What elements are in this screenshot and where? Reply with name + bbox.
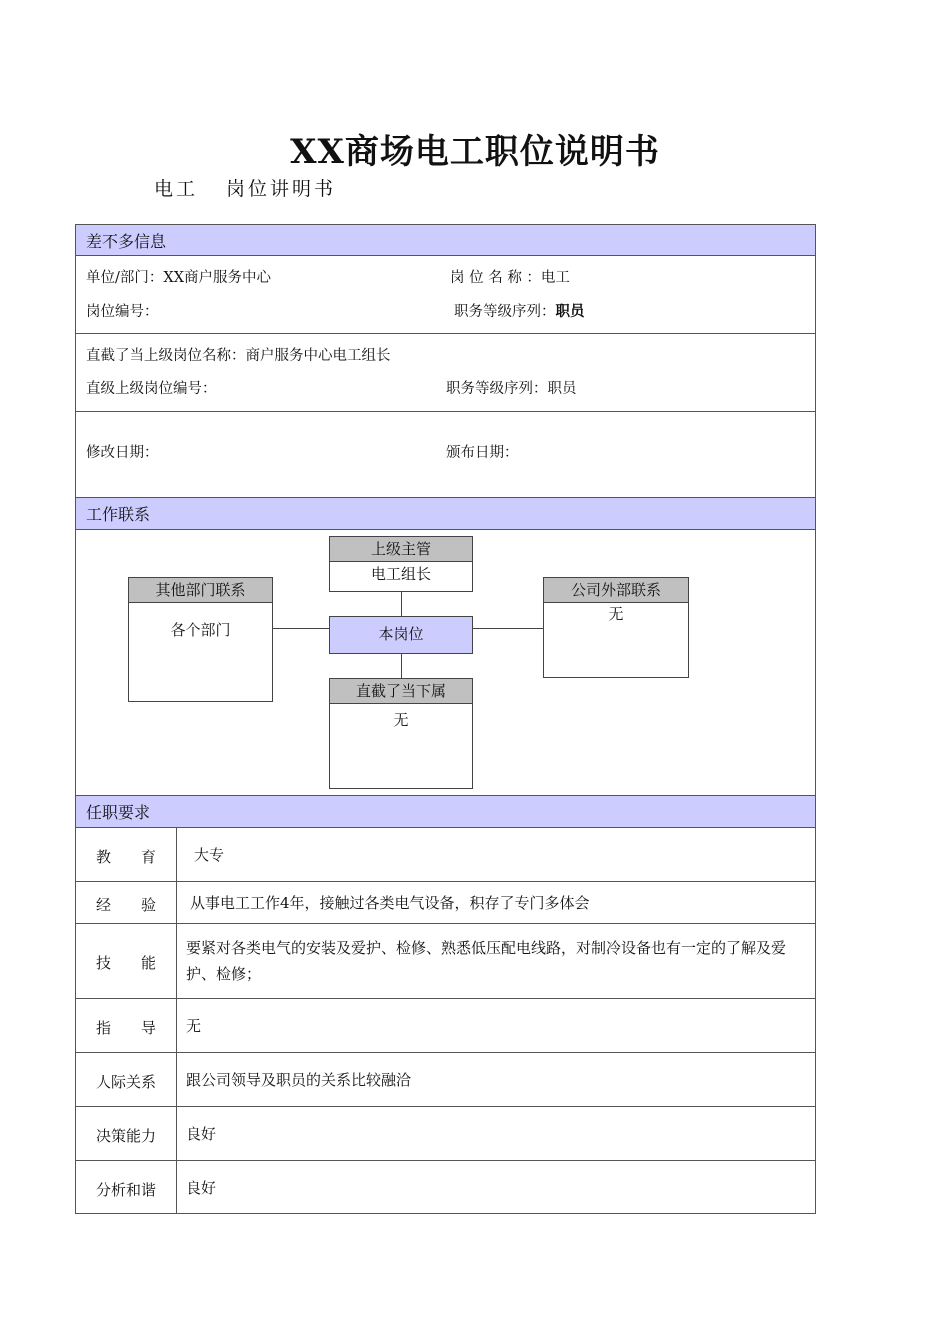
section-title-relations: 工作联系: [86, 505, 151, 524]
requirement-value: 良好: [186, 1179, 217, 1197]
section-header-requirements: [76, 795, 815, 828]
requirement-label: 决策能力: [95, 1127, 156, 1145]
row-divider: [76, 1106, 815, 1107]
requirement-label: 技 能: [95, 954, 156, 972]
superior-box: [329, 536, 473, 592]
row-divider: [76, 923, 815, 924]
connector-line: [401, 591, 402, 617]
requirement-value: 无: [186, 1017, 202, 1035]
external-contacts-box: [543, 577, 689, 678]
section-header-basic: [76, 224, 815, 256]
connector-line: [472, 628, 544, 629]
requirement-value: 要紧对各类电气的安装及爱护、检修、熟悉低压配电线路，对制冷设备也有一定的了解及爱护、检修；: [186, 939, 787, 983]
post-name-field: 岗 位 名 称 ：电工: [450, 270, 570, 286]
connector-line: [401, 652, 402, 678]
job-description-table: [75, 224, 816, 1214]
superior-grade-field: 职务等级序列：职员: [446, 381, 577, 397]
row-divider: [76, 881, 815, 882]
subordinates-box: [329, 678, 473, 789]
requirement-label: 分析和谐: [95, 1181, 156, 1199]
row-divider: [76, 411, 815, 412]
requirement-value: 跟公司领导及职员的关系比较融洽: [186, 1071, 412, 1089]
external-contacts-title: 公司外部联系: [544, 578, 688, 603]
requirement-value: 良好: [186, 1125, 217, 1143]
other-departments-box: [128, 577, 273, 702]
other-departments-title: 其他部门联系: [129, 578, 272, 603]
other-departments-content: 各个部门: [170, 621, 231, 639]
column-divider: [176, 827, 177, 1214]
subtitle-position: 电工: [154, 178, 199, 200]
issue-date-field: 颁布日期：: [446, 445, 519, 461]
section-title-basic: 差不多信息: [86, 231, 167, 251]
requirement-label: 人际关系: [95, 1073, 156, 1091]
grade-value: 职员: [555, 304, 585, 320]
requirement-value: 从事电工工作4年，接触过各类电气设备，积存了专门多体会: [190, 894, 590, 912]
grade-field: [454, 300, 585, 321]
connector-line: [272, 628, 330, 629]
row-divider: [76, 1160, 815, 1161]
row-divider: [76, 998, 815, 999]
superior-box-content: 电工组长: [370, 565, 431, 583]
requirement-label: 教 育: [95, 848, 156, 866]
superior-name-field: 直截了当上级岗位名称：商户服务中心电工组长: [86, 348, 391, 364]
superior-box-title: 上级主管: [330, 537, 472, 562]
document-title: XX商场电工职位说明书: [290, 132, 660, 172]
document-subtitle: [154, 174, 336, 201]
current-position-box: 本岗位: [329, 616, 473, 654]
modify-date-field: 修改日期：: [86, 445, 159, 461]
subordinates-content: 无: [393, 711, 409, 729]
unit-field: 单位/部门：XX商户服务中心: [86, 270, 272, 286]
external-contacts-content: 无: [608, 605, 624, 623]
section-title-requirements: 任职要求: [86, 803, 151, 822]
post-number-field: 岗位编号：: [86, 304, 159, 320]
subtitle-doc-type: 岗位讲明书: [226, 178, 337, 200]
requirement-value: 大专: [194, 846, 225, 864]
requirement-label: 指 导: [95, 1019, 156, 1037]
row-divider: [76, 1052, 815, 1053]
grade-label: 职务等级序列：: [454, 304, 556, 320]
requirement-label: 经 验: [95, 896, 156, 914]
subordinates-title: 直截了当下属: [330, 679, 472, 704]
superior-number-field: 直级上级岗位编号：: [86, 381, 217, 397]
section-header-relations: [76, 497, 815, 530]
row-divider: [76, 333, 815, 334]
